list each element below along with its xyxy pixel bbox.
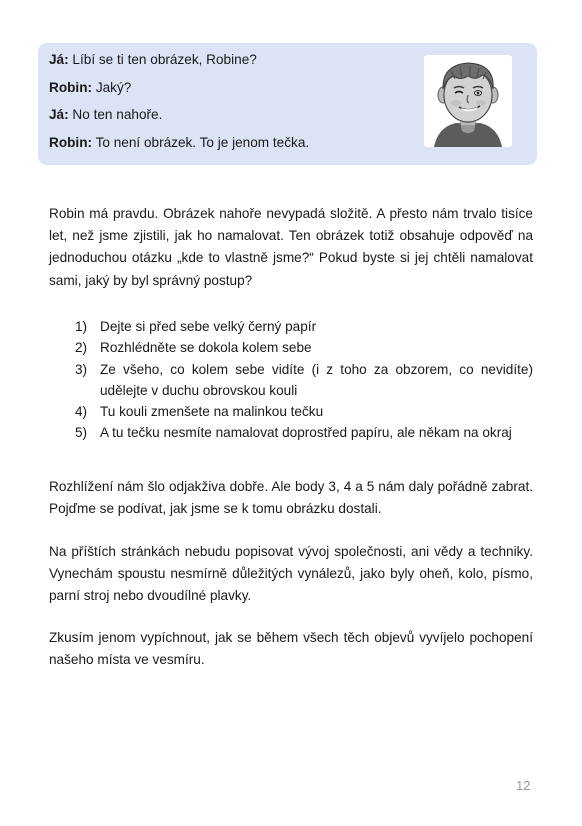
intro-paragraph: Robin má pravdu. Obrázek nahoře nevypadá složitě. A přesto nám trvalo tisíce let, než jsme zjistili, jak ho namalovat. Ten obrázek totiž obsahuje odpověď na jednoduchou otázku „kde to vlastně jsme?“ Pokud byste si jej chtěli namalovat sami, jaký by byl správný postup? xyxy=(49,206,533,288)
list-item xyxy=(49,337,533,358)
speaker-name: Robin: xyxy=(49,80,93,95)
list-item-text: A tu tečku nesmíte namalovat doprostřed papíru, ale někam na okraj xyxy=(100,425,512,441)
dialogue-box xyxy=(38,43,537,165)
list-item xyxy=(49,359,533,402)
list-item-text: Dejte si před sebe velký černý papír xyxy=(100,319,317,334)
list-item-number: 1) xyxy=(75,319,88,334)
page-number: 12 xyxy=(516,778,531,793)
dialogue-line xyxy=(49,106,162,124)
paragraph: Zkusím jenom vypíchnout, jak se během všech těch objevů vyvíjelo pochopení našeho místa ve vesmíru. xyxy=(49,630,533,668)
list-item-number: 3) xyxy=(75,361,88,377)
list-item-number: 5) xyxy=(75,425,88,441)
speaker-name: Já: xyxy=(49,52,69,67)
dialogue-text: Jaký? xyxy=(92,80,132,95)
list-item xyxy=(49,422,533,443)
list-item xyxy=(49,401,533,422)
dialogue-text: No ten nahoře. xyxy=(68,107,163,122)
speaker-name: Robin: xyxy=(49,135,93,150)
list-item-text: Ze všeho, co kolem sebe vidíte (i z toho za obzorem, co nevidíte) udělejte v duchu obrovskou kouli xyxy=(100,361,533,398)
boy-face-icon xyxy=(424,55,512,147)
dialogue-text: Líbí se ti ten obrázek, Robine? xyxy=(68,52,257,67)
dialogue-text: To není obrázek. To je jenom tečka. xyxy=(92,135,310,150)
speaker-name: Já: xyxy=(49,107,69,122)
list-item-text: Rozhlédněte se dokola kolem sebe xyxy=(100,340,312,356)
dialogue-line xyxy=(49,79,131,97)
list-item-number: 4) xyxy=(75,404,88,420)
steps-list xyxy=(49,316,533,444)
list-item xyxy=(49,316,533,337)
robin-portrait-illustration xyxy=(424,55,512,147)
paragraph: Na příštích stránkách nebudu popisovat vývoj společnosti, ani vědy a techniky. Vynechám spoustu nesmírně důležitých vynálezů, jako byly oheň, kolo, písmo, parní stroj nebo dvoudílné plavky. xyxy=(49,544,533,604)
dialogue-line xyxy=(49,51,257,69)
dialogue-line xyxy=(49,134,309,152)
list-item-number: 2) xyxy=(75,340,88,356)
list-item-text: Tu kouli zmenšete na malinkou tečku xyxy=(100,404,324,420)
paragraph: Rozhlížení nám šlo odjakživa dobře. Ale body 3, 4 a 5 nám daly pořádně zabrat. Pojďme se podívat, jak jsme se k tomu obrázku dostali. xyxy=(49,479,533,517)
